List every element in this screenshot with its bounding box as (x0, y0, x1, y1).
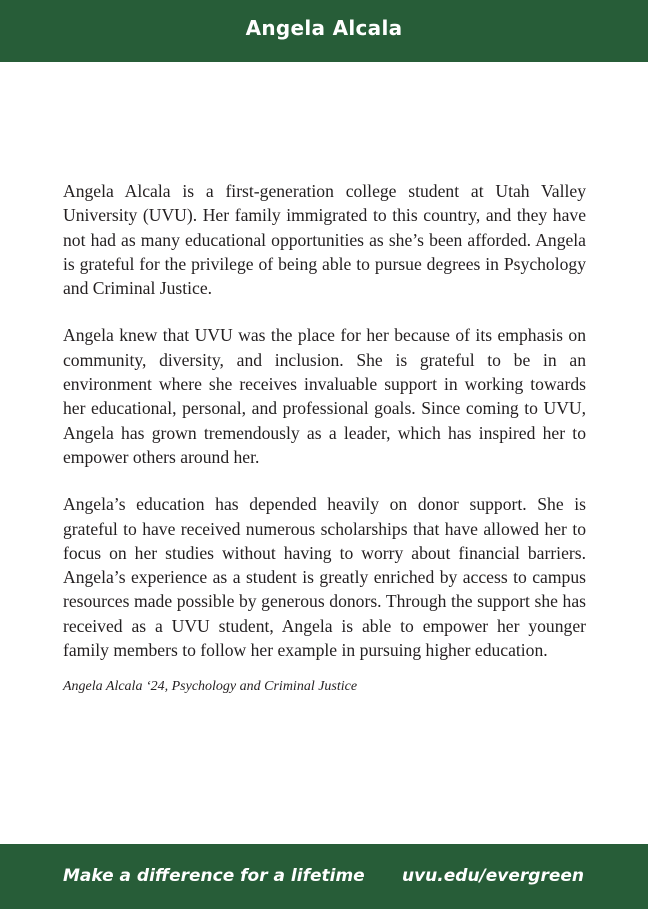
signature-line: Angela Alcala ‘24, Psychology and Criminal Justice (63, 679, 358, 695)
footer-tagline: Make a difference for a lifetime (63, 866, 365, 886)
footer-url-link[interactable]: uvu.edu/evergreen (402, 866, 584, 886)
header-banner (0, 0, 648, 62)
paragraph-community: Angela knew that UVU was the place for her because of its emphasis on community, diversity, and inclusion. She is grateful to be in an environment where she receives invaluable support in working towards her educational, personal, and professional goals. Since coming to UVU, Angela has grown tremendously as a leader, which has inspired her to empower others around her. (63, 325, 586, 467)
main-content (63, 179, 586, 696)
page-title: Angela Alcala (245, 16, 403, 40)
footer-banner (0, 844, 648, 909)
paragraph-intro: Angela Alcala is a first-generation college student at Utah Valley University (UVU). Her family immigrated to this country, and they have not had as many educational opportunities as she’s been afforded. Angela is grateful for the privilege of being able to pursue degrees in Psychology and Criminal Justice. (63, 181, 586, 299)
paragraph-donor-support: Angela’s education has depended heavily on donor support. She is grateful to have received numerous scholarships that have allowed her to focus on her studies without having to worry about financial barriers. Angela’s experience as a student is greatly enriched by access to campus resources made possible by generous donors. Through the support she has received as a UVU student, Angela is able to empower her younger family members to follow her example in pursuing higher education. (63, 494, 586, 661)
